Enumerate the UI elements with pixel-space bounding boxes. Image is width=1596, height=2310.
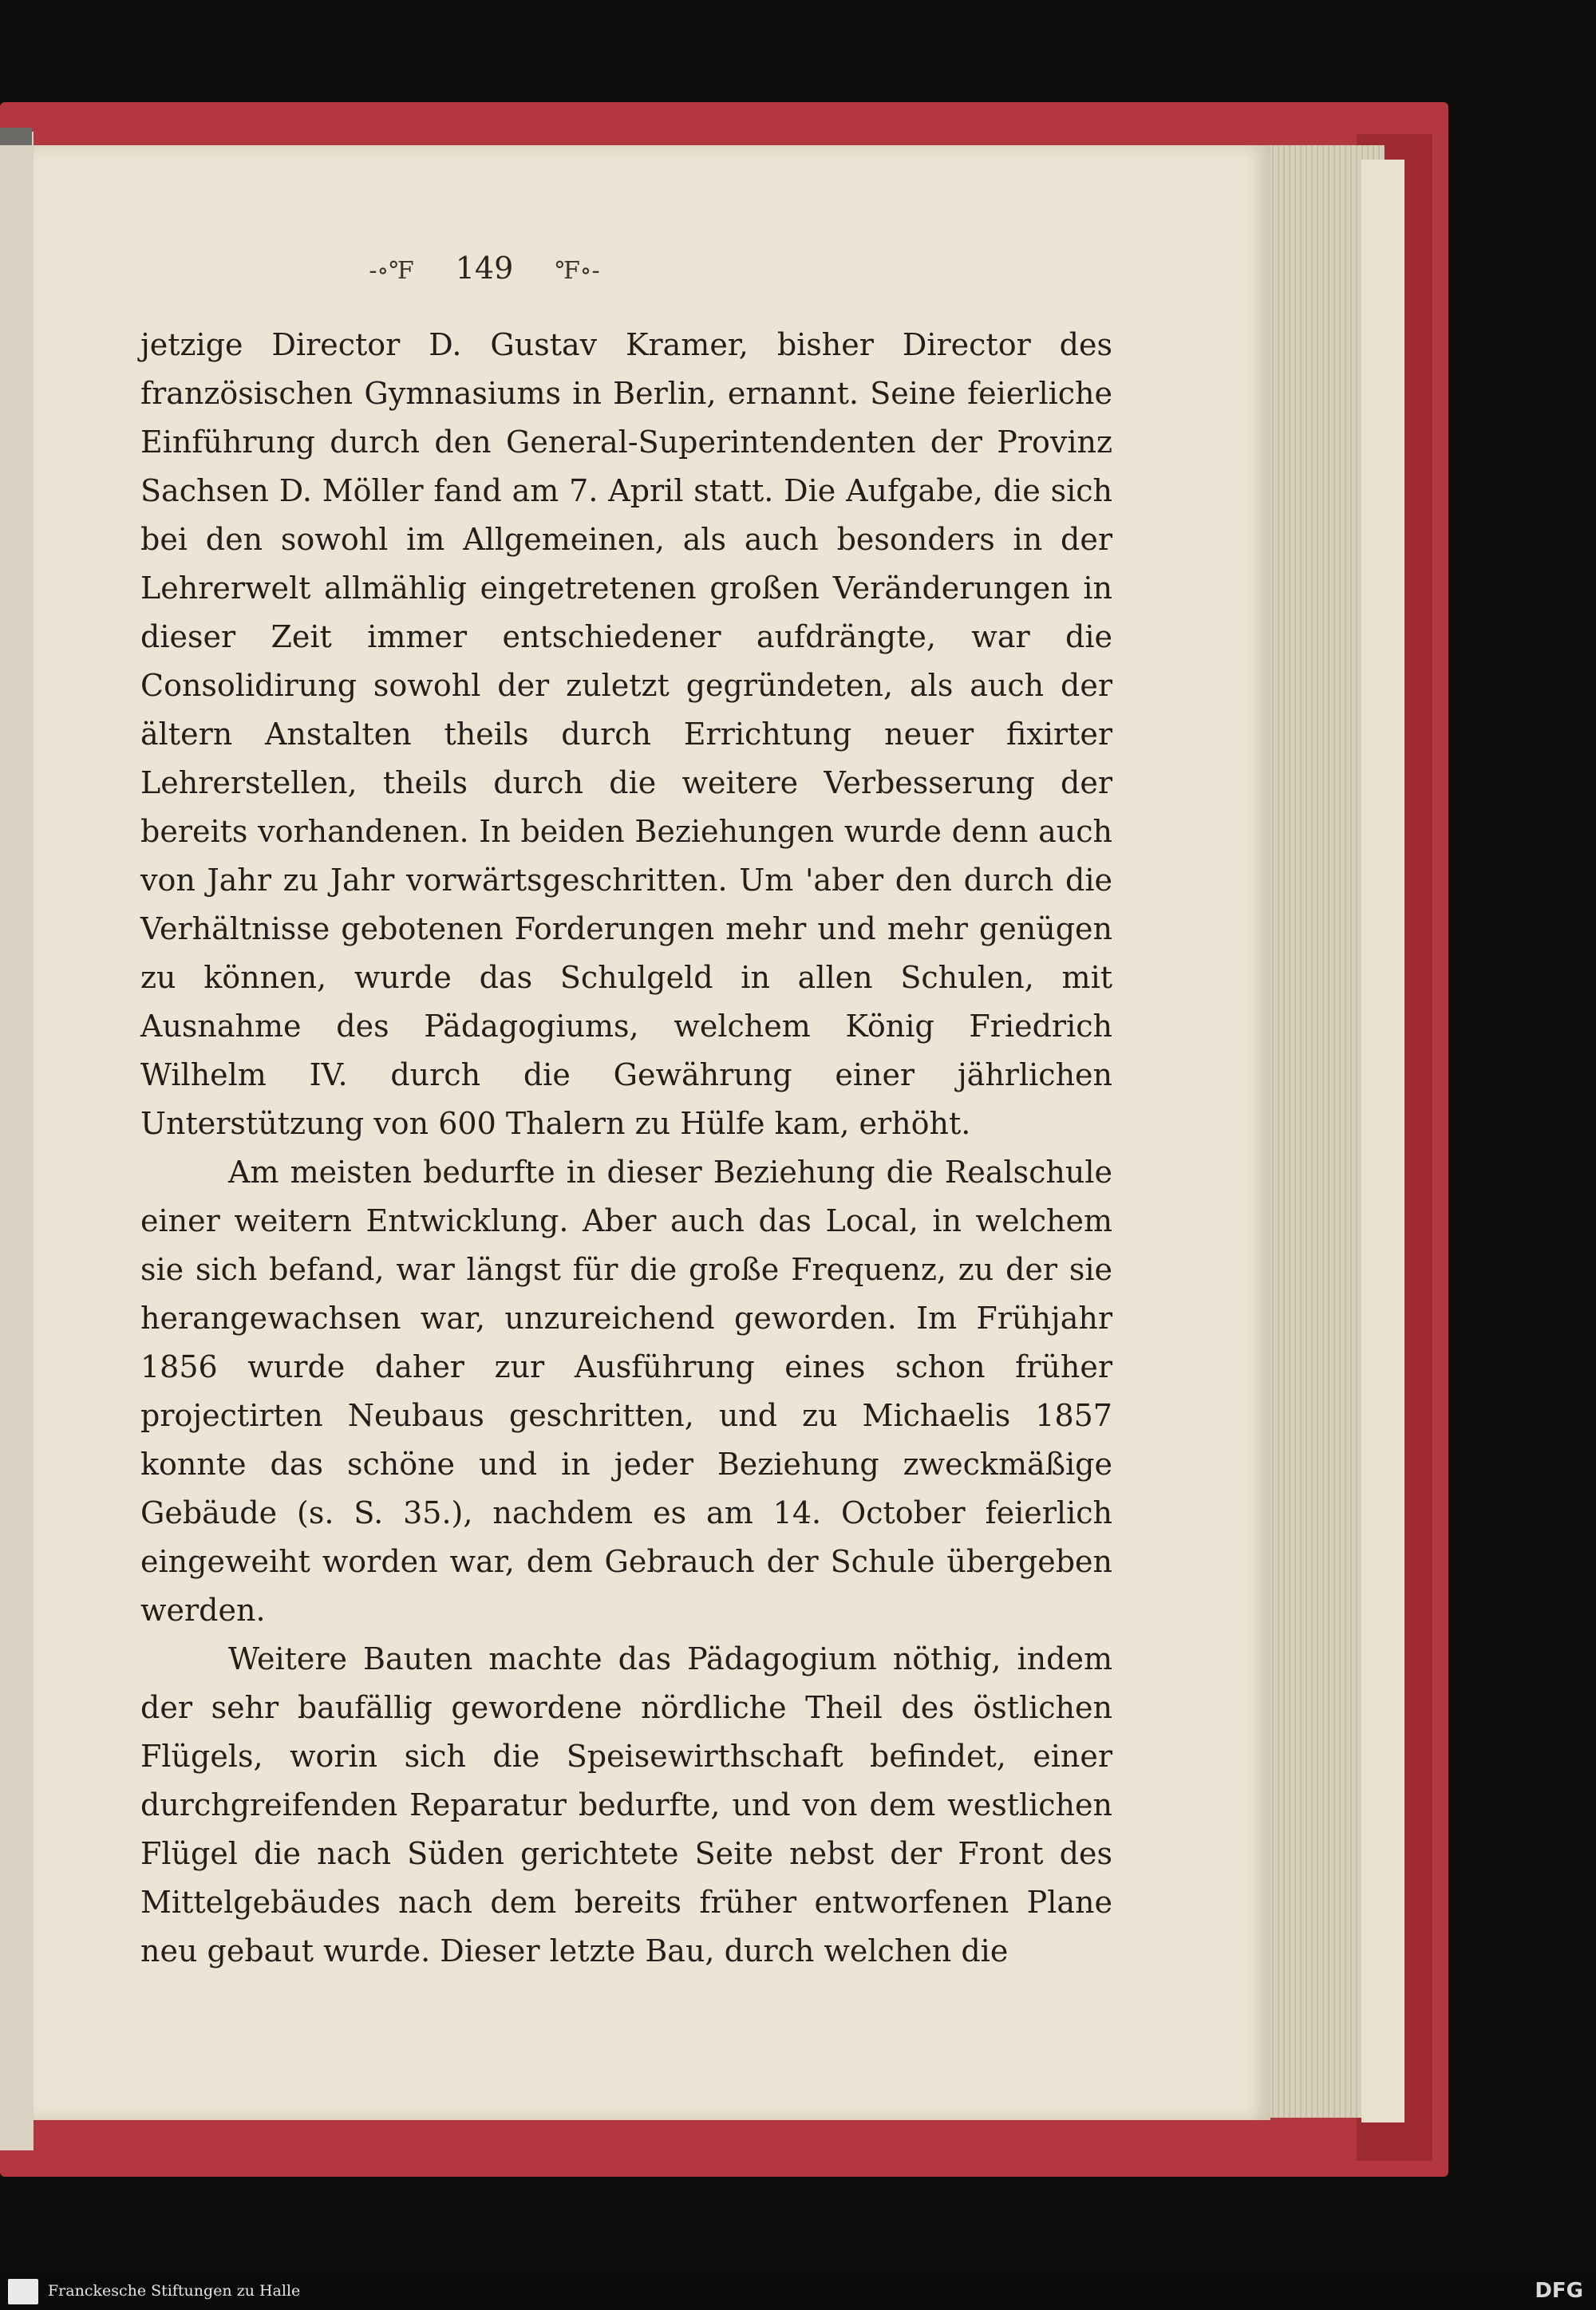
page-number: 149 — [455, 251, 514, 286]
left-page-strip — [0, 128, 32, 145]
ornament-right-icon: ℉∘- — [555, 257, 600, 285]
dfg-logo: DFG — [1535, 2279, 1583, 2303]
book-page — [34, 145, 1270, 2120]
institution-label: Franckesche Stiftungen zu Halle — [48, 2282, 301, 2300]
page-stack-back — [1361, 160, 1404, 2122]
institution-logo-icon — [8, 2279, 38, 2304]
ornament-left-icon: -∘℉ — [369, 257, 414, 285]
page-header — [34, 251, 935, 286]
paragraph-1: jetzige Director D. Gustav Kramer, bisher Director des französischen Gymnasiums in Berlin, ernannt. Seine feierliche Einführung durch den General-Superintendenten der Provinz Sachsen D. Möller fand am 7. April statt. Die Aufgabe, die sich bei den sowohl im Allgemeinen, als auch besonders in der Lehrerwelt allmählig eingetretenen großen Veränderungen in dieser Zeit immer entschiedener aufdrängte, war die Consolidirung sowohl der zuletzt gegründeten, als auch der ältern Anstalten theils durch Errichtung neuer fixirter Lehrerstellen, theils durch die weitere Verbesserung der bereits vorhandenen. In beiden Beziehungen wurde denn auch von Jahr zu Jahr vorwärtsgeschritten. Um 'aber den durch die Verhältnisse gebotenen Forderungen mehr und mehr genügen zu können, wurde das Schulgeld in allen Schulen, mit Ausnahme des Pädagogiums, welchem König Friedrich Wilhelm IV. durch die Gewährung einer jährlichen Unterstützung von 600 Thalern zu Hülfe kam, erhöht. — [140, 327, 1112, 1141]
paragraph-3: Weitere Bauten machte das Pädagogium nöthig, indem der sehr baufällig gewordene nördliche Theil des östlichen Flügels, worin sich die Speisewirthschaft befindet, einer durchgreifenden Reparatur bedurfte, und von dem westlichen Flügel die nach Süden gerichtete Seite nebst der Front des Mittelgebäudes nach dem bereits früher entworfenen Plane neu gebaut wurde. Dieser letzte Bau, durch welchen die — [140, 1641, 1112, 1968]
paragraph-2: Am meisten bedurfte in dieser Beziehung die Realschule einer weitern Entwicklung. Aber auch das Local, in welchem sie sich befand, war längst für die große Frequenz, zu der sie herangewachsen war, unzureichend geworden. Im Frühjahr 1856 wurde daher zur Ausführung eines schon früher projectirten Neubaus geschritten, und zu Michaelis 1857 konnte das schöne und in jeder Beziehung zweckmäßige Gebäude (s. S. 35.), nachdem es am 14. October feierlich eingeweiht worden war, dem Gebrauch der Schule übergeben werden. — [140, 1155, 1112, 1628]
viewer-footer — [0, 2272, 1596, 2310]
body-text — [140, 321, 1112, 1976]
left-page-edge — [0, 132, 34, 2150]
